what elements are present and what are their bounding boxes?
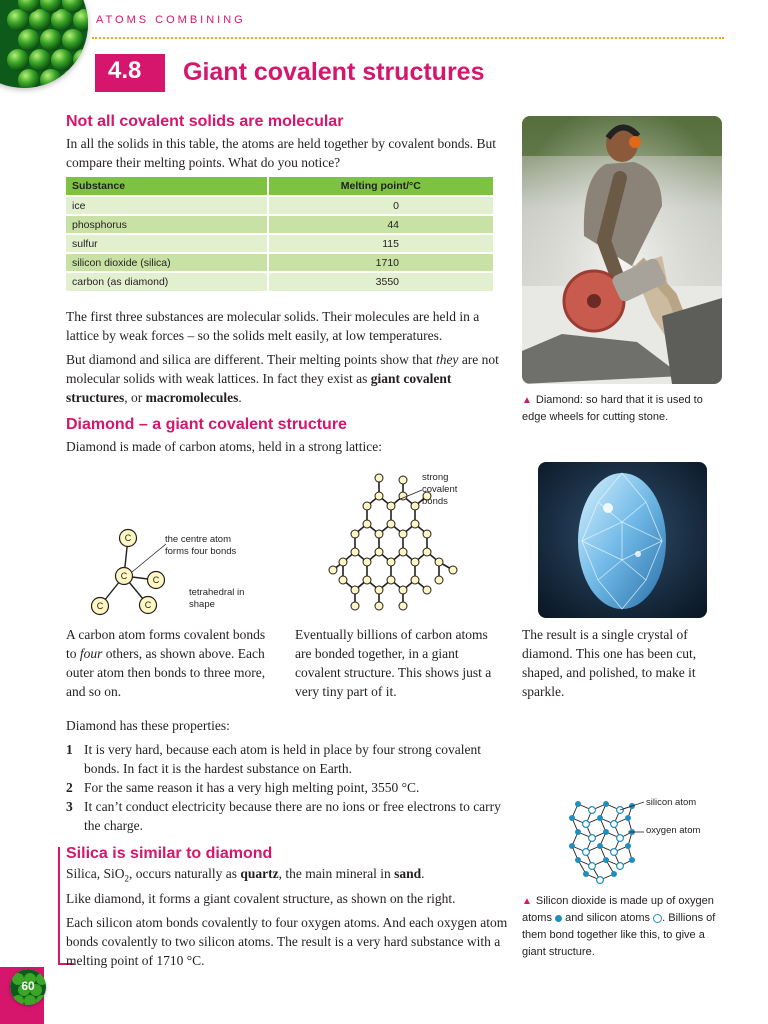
intro-text: In all the solids in this table, the atoms are held together by covalent bonds. But compare their melting points. What do you notice?	[66, 136, 497, 170]
list-item	[66, 740, 506, 778]
triangle-marker-icon: ▲	[522, 395, 532, 406]
silica-caption	[522, 893, 722, 961]
heading-not-all-covalent: Not all covalent solids are molecular	[66, 113, 344, 130]
silica-structure-line: Like diamond, it forms a giant covalent structure, as shown on the right.	[66, 890, 456, 906]
silica-text	[66, 864, 511, 975]
cell-melting-point: 115	[268, 234, 494, 253]
item-text: For the same reason it has a very high melting point, 3550 °C.	[84, 780, 420, 795]
text-run: But diamond and silica are different. Their melting points show that	[66, 352, 436, 367]
caption-text: Diamond: so hard that it is used to edge wheels for cutting stone.	[522, 394, 703, 423]
label-tetrahedral: tetrahedral in shape	[189, 587, 245, 610]
page-number-badge	[10, 969, 46, 1005]
silicon-atom-icon	[653, 914, 662, 923]
diamond-intro-text: Diamond is made of carbon atoms, held in a strong lattice:	[66, 439, 383, 454]
triangle-marker-icon: ▲	[522, 896, 532, 907]
diamond-photo	[538, 462, 707, 618]
carbon-atom-label: C	[96, 601, 104, 611]
italic-four: four	[79, 646, 103, 661]
single-crystal-text: The result is a single crystal of diamond. This one has been cut, shaped, and polished, to make it sparkle.	[522, 627, 697, 699]
carbon-bonds-text	[66, 625, 271, 701]
text-run: .	[238, 390, 242, 405]
section-number: 4.8	[108, 57, 142, 84]
carbon-atom-label: C	[120, 571, 128, 581]
caption-text: . Billions of them bond together like this, to give a giant structure.	[522, 912, 716, 958]
term-quartz: quartz	[240, 866, 279, 881]
cell-melting-point: 44	[268, 215, 494, 234]
text-run: .	[421, 866, 425, 881]
text-run: Silica, SiO	[66, 866, 125, 881]
item-text: It is very hard, because each atom is held in place by four strong covalent bonds. In fact it is the hardest substance on Earth.	[84, 742, 481, 776]
diamond-intro	[66, 437, 506, 461]
term-macromolecules: macromolecules	[145, 390, 239, 405]
text-run: , occurs naturally as	[129, 866, 241, 881]
carbon-atom-label: C	[144, 600, 152, 610]
properties-intro-text: Diamond has these properties:	[66, 718, 230, 733]
giant-structures-paragraph	[66, 350, 506, 407]
text-run: , the main mineral in	[278, 866, 395, 881]
carbon-atom-label: C	[152, 575, 160, 585]
chapter-icon	[0, 0, 88, 88]
page-number: 60	[21, 979, 35, 993]
dotted-rule	[92, 37, 724, 39]
melting-point-table	[66, 177, 495, 291]
item-number: 2	[66, 780, 73, 795]
margin-marker	[58, 847, 60, 965]
label-strong-bonds: strong covalent bonds	[422, 472, 458, 507]
section-title: Giant covalent structures	[183, 58, 485, 86]
italic-they: they	[435, 352, 459, 367]
silica-occurs-line	[66, 864, 511, 889]
label-silicon-atom: silicon atom	[646, 797, 697, 808]
cell-substance: silicon dioxide (silica)	[66, 253, 268, 272]
intro-paragraph	[66, 134, 506, 177]
list-item	[66, 778, 506, 797]
text-run: others, as shown above. Each outer atom then bonds to three more, and so on.	[66, 646, 266, 699]
carbon-atom-label: C	[124, 533, 132, 543]
table-row	[66, 196, 494, 215]
heading-diamond: Diamond – a giant covalent structure	[66, 416, 347, 433]
properties-intro	[66, 716, 506, 740]
text-run: A carbon atom forms covalent bonds to	[66, 627, 266, 661]
stone-cutting-photo	[522, 116, 722, 384]
photo-caption-saw	[522, 392, 722, 426]
table-row	[66, 272, 494, 291]
caption-text: and silicon atoms	[562, 912, 654, 924]
after-table-text	[66, 307, 506, 412]
item-number: 3	[66, 799, 73, 814]
chapter-label: ATOMS COMBINING	[96, 14, 246, 26]
label-centre-atom: the centre atom forms four bonds	[165, 534, 237, 557]
table-row	[66, 253, 494, 272]
caption-text: Silicon dioxide is made up of oxygen atoms	[522, 895, 714, 924]
oxygen-atom-icon	[555, 915, 562, 922]
label-oxygen-atom: oxygen atom	[646, 825, 701, 836]
silica-lattice-diagram	[562, 796, 644, 884]
column-header-substance: Substance	[66, 177, 268, 196]
term-sand: sand	[394, 866, 422, 881]
cell-melting-point: 3550	[268, 272, 494, 291]
cell-substance: ice	[66, 196, 268, 215]
molecular-solids-paragraph: The first three substances are molecular solids. Their molecules are held in a lattice by weak forces – so the solids melt easily, at low temperatures.	[66, 309, 480, 343]
cell-substance: phosphorus	[66, 215, 268, 234]
text-run: are not molecular solids with weak lattices. In fact they exist as	[66, 352, 499, 386]
list-item	[66, 797, 506, 835]
column-header-melting-point: Melting point/°C	[268, 177, 494, 196]
diamond-properties-list	[66, 740, 506, 835]
heading-silica: Silica is similar to diamond	[66, 845, 273, 862]
item-text: It can’t conduct electricity because there are no ions or free electrons to carry the charge.	[84, 799, 501, 833]
table-header-row	[66, 177, 494, 196]
cell-substance: sulfur	[66, 234, 268, 253]
term-giant-covalent: giant covalent structures	[66, 371, 452, 405]
table-row	[66, 215, 494, 234]
cell-melting-point: 1710	[268, 253, 494, 272]
item-number: 1	[66, 742, 73, 757]
cell-substance: carbon (as diamond)	[66, 272, 268, 291]
table-row	[66, 234, 494, 253]
billions-atoms-text: Eventually billions of carbon atoms are bonded together, in a giant covalent structure. This shows just a very tiny part of it.	[295, 627, 492, 699]
subscript: 2	[124, 873, 130, 884]
silica-bonding-paragraph: Each silicon atom bonds covalently to four oxygen atoms. And each oxygen atom bonds covalently to two silicon atoms. The result is a very hard substance with a melting point of 1710 °C.	[66, 914, 508, 968]
text-run: , or	[124, 390, 146, 405]
cell-melting-point: 0	[268, 196, 494, 215]
